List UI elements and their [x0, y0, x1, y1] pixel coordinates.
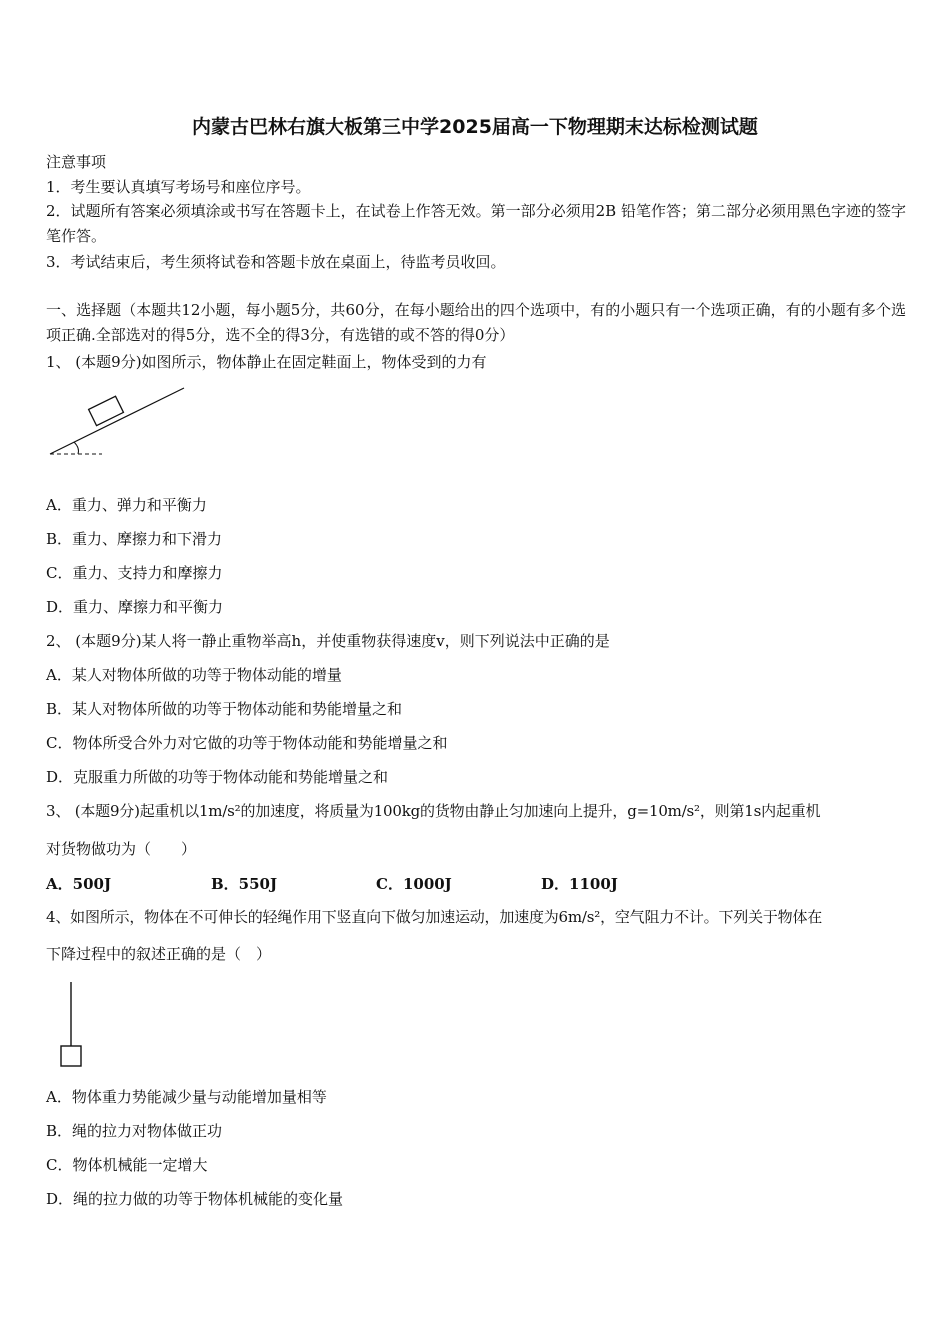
option[interactable]: A．重力、弹力和平衡力 [46, 496, 207, 514]
question-3-stem: 3、 (本题9分)起重机以1m/s²的加速度，将质量为100kg的货物由静止匀加速向上提升，g=10m/s²，则第1s内起重机 [46, 802, 821, 820]
page-title: 内蒙古巴林右旗大板第三中学2025届高一下物理期末达标检测试题 [192, 116, 758, 138]
option[interactable]: C．1000J [376, 875, 452, 893]
notice-heading: 注意事项 [46, 153, 107, 171]
notice-item: 1．考生要认真填写考场号和座位序号。 [46, 178, 311, 196]
option[interactable]: C．重力、支持力和摩擦力 [46, 564, 223, 582]
option[interactable]: B．重力、摩擦力和下滑力 [46, 530, 223, 548]
section-heading: 一、选择题（本题共12小题，每小题5分，共60分，在每小题给出的四个选项中，有的小题只有一个选项正确，有的小题有多个选项正确.全部选对的得5分，选不全的得3分，有选错的或不答的得0分） [46, 301, 906, 344]
incline-angle-arc [74, 442, 79, 454]
question-3-stem-cont: 对货物做功为（ ） [46, 840, 197, 858]
option[interactable]: A．某人对物体所做的功等于物体动能的增量 [46, 666, 342, 684]
option[interactable]: C．物体所受合外力对它做的功等于物体动能和势能增量之和 [46, 734, 448, 752]
question-4-stem: 4、如图所示，物体在不可伸长的轻绳作用下竖直向下做匀加速运动，加速度为6m/s²，空气阻力不计。下列关于物体在 [46, 908, 823, 926]
hanging-block [61, 1046, 81, 1066]
option[interactable]: D．1100J [541, 875, 618, 893]
option[interactable]: A．物体重力势能减少量与动能增加量相等 [46, 1088, 327, 1106]
notice-item: 2．试题所有答案必须填涂或书写在答题卡上，在试卷上作答无效。第一部分必须用2B 铅笔作答；第二部分必须用黑色字迹的签字笔作答。 [46, 202, 906, 245]
option[interactable]: B．绳的拉力对物体做正功 [46, 1122, 223, 1140]
option[interactable]: B．某人对物体所做的功等于物体动能和势能增量之和 [46, 700, 403, 718]
option[interactable]: D．克服重力所做的功等于物体动能和势能增量之和 [46, 768, 389, 786]
option[interactable]: B．550J [211, 875, 278, 893]
rope-diagram [58, 982, 86, 1070]
question-1-stem: 1、 (本题9分)如图所示，物体静止在固定鞋面上，物体受到的力有 [46, 353, 487, 371]
block-on-incline [89, 396, 124, 425]
notice-item: 3．考试结束后，考生须将试卷和答题卡放在桌面上，待监考员收回。 [46, 253, 506, 271]
option[interactable]: A．500J [46, 875, 112, 893]
option[interactable]: C．物体机械能一定增大 [46, 1156, 208, 1174]
option[interactable]: D．绳的拉力做的功等于物体机械能的变化量 [46, 1190, 344, 1208]
question-4-stem-cont: 下降过程中的叙述正确的是（ ） [46, 945, 272, 963]
question-2-stem: 2、 (本题9分)某人将一静止重物举高h，并使重物获得速度v，则下列说法中正确的是 [46, 632, 610, 650]
incline-diagram [48, 386, 188, 458]
option[interactable]: D．重力、摩擦力和平衡力 [46, 598, 224, 616]
